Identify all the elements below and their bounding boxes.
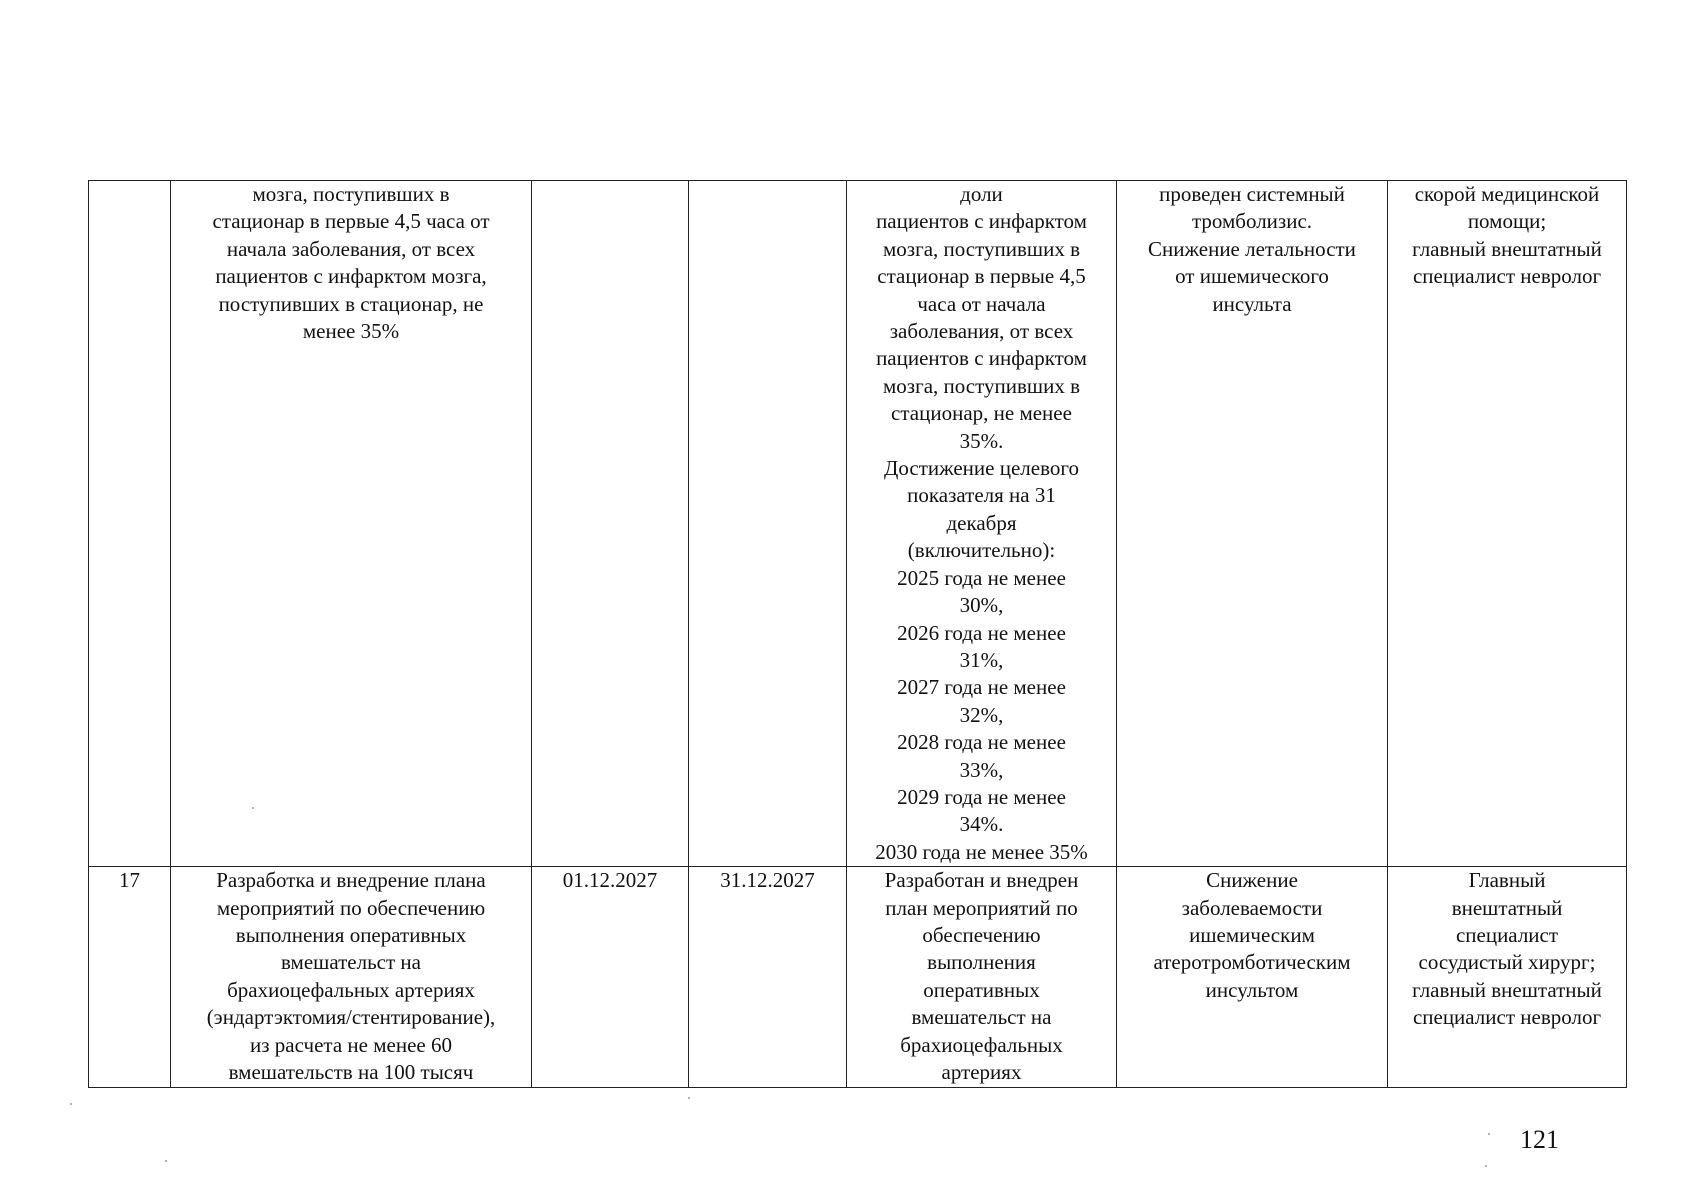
responsible-cell: скорой медицинской помощи; главный внештатный специалист невролог: [1388, 181, 1627, 867]
scan-speck: [688, 1097, 690, 1099]
scan-speck: [1488, 1133, 1490, 1135]
table-row: [89, 867, 1627, 1088]
result-cell: доли пациентов с инфарктом мозга, поступивших в стационар в первые 4,5 часа от начала заболевания, от всех пациентов с инфарктом мозга, поступивших в стационар, не менее 35%. Достижение целевого показателя на 31 декабря (включительно): 2025 года не менее 30%, 2026 года не менее 31%, 2027 года не менее 32%, 2028 года не менее 33%, 2029 года не менее 34%. 2030 года не менее 35%: [847, 181, 1117, 867]
result-cell: Разработан и внедрен план мероприятий по обеспечению выполнения оперативных вмешательст на брахиоцефальных артериях: [847, 867, 1117, 1088]
effect-cell: Снижение заболеваемости ишемическим атеротромботическим инсультом: [1117, 867, 1388, 1088]
scan-speck: [1485, 1165, 1487, 1167]
end-date-cell: [689, 181, 847, 867]
table-row: [89, 181, 1627, 867]
row-number-cell: 17: [89, 867, 171, 1088]
event-cell: Разработка и внедрение плана мероприятий по обеспечению выполнения оперативных вмешательст на брахиоцефальных артериях (эндартэктомия/стентирование), из расчета не менее 60 вмешательств на 100 тысяч: [171, 867, 532, 1088]
event-cell: мозга, поступивших в стационар в первые 4,5 часа от начала заболевания, от всех пациентов с инфарктом мозга, поступивших в стационар, не менее 35%: [171, 181, 532, 867]
effect-cell: проведен системный тромболизис. Снижение летальности от ишемического инсульта: [1117, 181, 1388, 867]
scan-speck: [252, 807, 254, 809]
scan-speck: [70, 1103, 72, 1105]
start-date-cell: 01.12.2027: [532, 867, 689, 1088]
responsible-cell: Главный внештатный специалист сосудистый хирург; главный внештатный специалист невролог: [1388, 867, 1627, 1088]
activities-table: [88, 180, 1627, 1088]
page-number: 121: [1520, 1125, 1559, 1154]
scan-speck: [165, 1160, 167, 1162]
start-date-cell: [532, 181, 689, 867]
row-number-cell: [89, 181, 171, 867]
end-date-cell: 31.12.2027: [689, 867, 847, 1088]
